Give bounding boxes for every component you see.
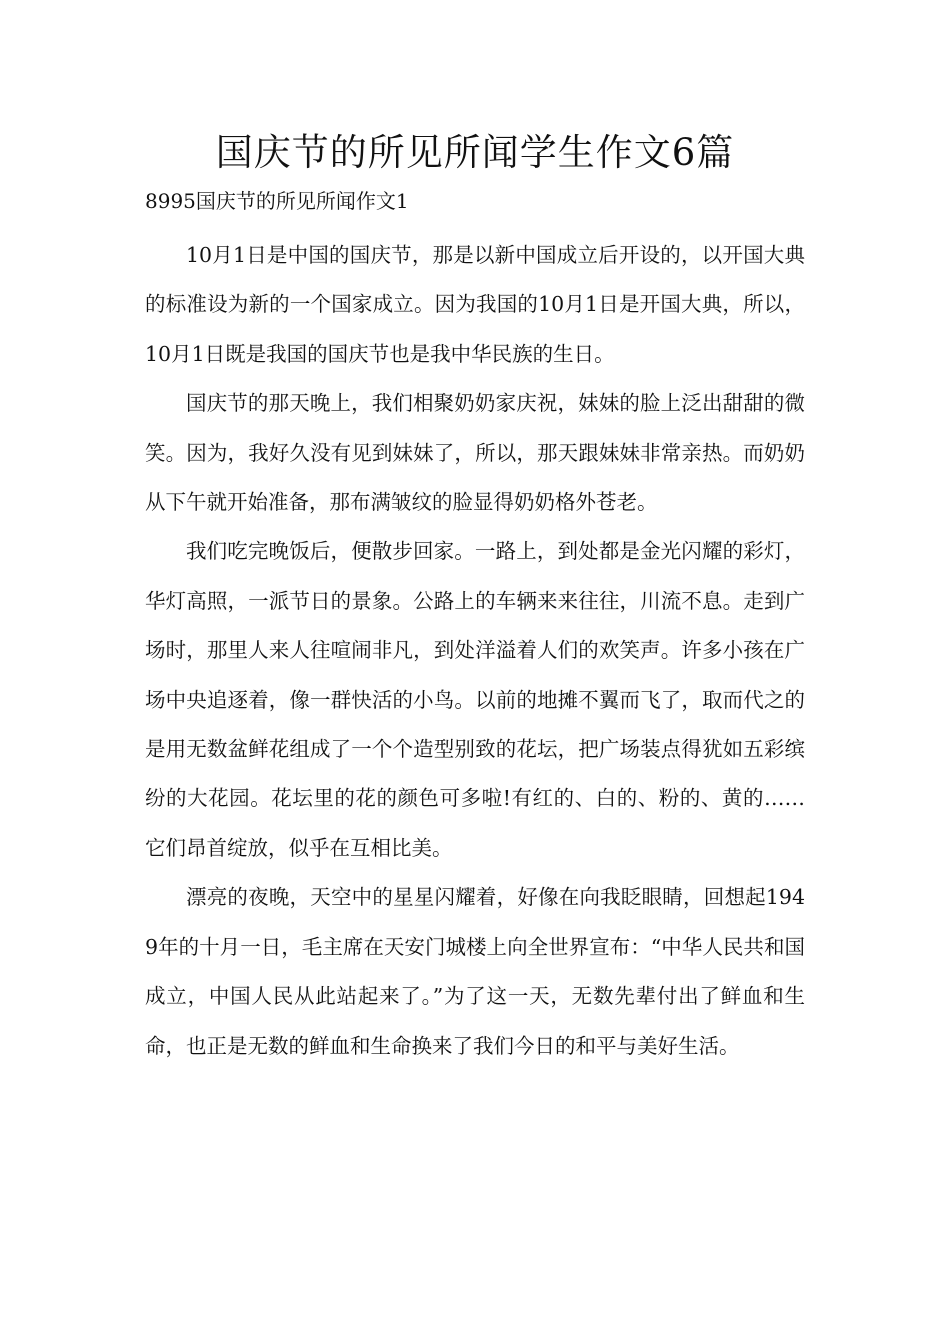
paragraph: 10月1日是中国的国庆节，那是以新中国成立后开设的，以开国大典的标准设为新的一个国家成立。因为我国的10月1日是开国大典，所以，10月1日既是我国的国庆节也是我中华民族的生日。 xyxy=(145,243,805,366)
paragraph: 漂亮的夜晚，天空中的星星闪耀着，好像在向我眨眼睛，回想起1949年的十月一日，毛主席在天安门城楼上向全世界宣布：“中华人民共和国成立，中国人民从此站起来了。”为了这一天，无数先辈付出了鲜血和生命，也正是无数的鲜血和生命换来了我们今日的和平与美好生活。 xyxy=(145,885,805,1058)
section-heading: 8995国庆节的所见所闻作文1 xyxy=(145,189,409,213)
document-title: 国庆节的所见所闻学生作文6篇 xyxy=(215,131,735,174)
paragraph: 国庆节的那天晚上，我们相聚奶奶家庆祝，妹妹的脸上泛出甜甜的微笑。因为，我好久没有见到妹妹了，所以，那天跟妹妹非常亲热。而奶奶从下午就开始准备，那布满皱纹的脸显得奶奶格外苍老。 xyxy=(145,391,805,515)
paragraph: 我们吃完晚饭后，便散步回家。一路上，到处都是金光闪耀的彩灯，华灯高照，一派节日的景象。公路上的车辆来来往往，川流不息。走到广场时，那里人来人往喧闹非凡，到处洋溢着人们的欢笑声。许多小孩在广场中央追逐着，像一群快活的小鸟。以前的地摊不翼而飞了，取而代之的是用无数盆鲜花组成了一个个造型别致的花坛，把广场装点得犹如五彩缤纷的大花园。花坛里的花的颜色可多啦!有红的、白的、粉的、黄的……它们昂首绽放，似乎在互相比美。 xyxy=(145,539,805,860)
article-body xyxy=(145,231,805,1071)
